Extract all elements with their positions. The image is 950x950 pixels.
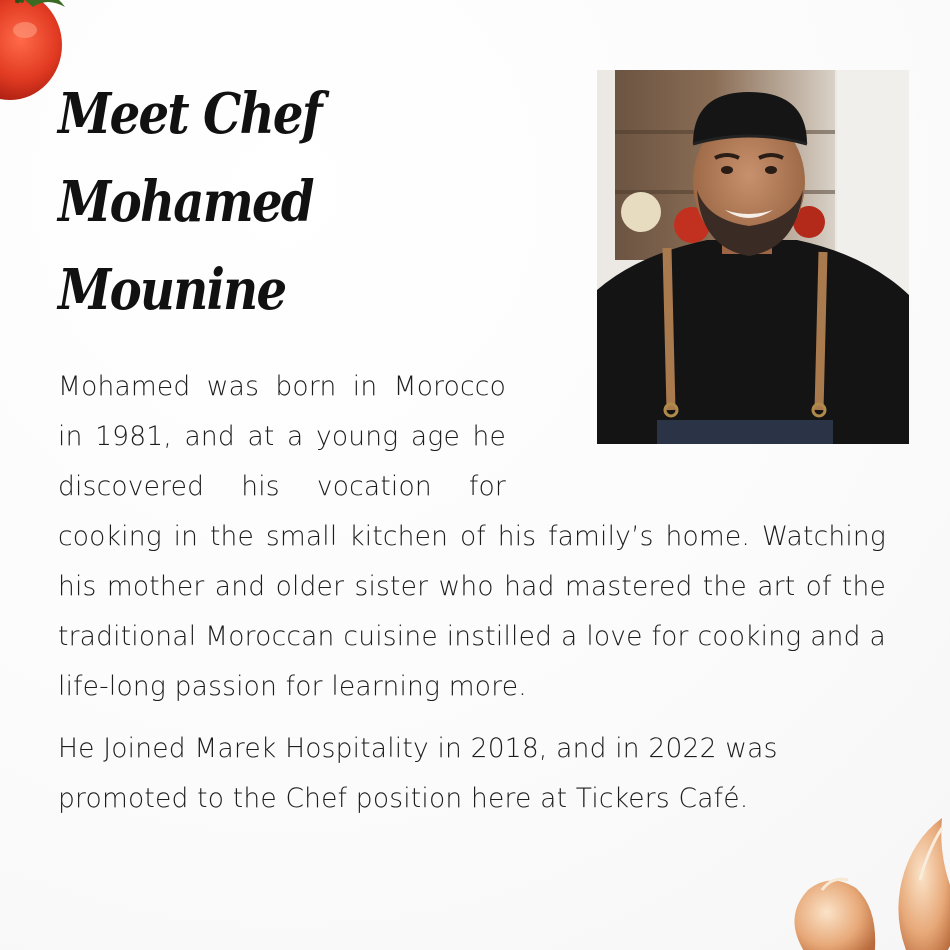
title-line-1: Meet Chef <box>58 81 321 147</box>
tomato-icon <box>0 0 65 105</box>
chef-bio <box>58 362 886 824</box>
bio-paragraph-1: Mohamed was born in Morocco in 1981, and at a young age he discovered his vocation for cooking in the small kitchen of his family’s home. Watching his mother and older sister who had mastered the art of the traditional Moroccan cuisine instilled a love for cooking and a life-long passion for learning more. <box>58 371 886 702</box>
page-title <box>58 70 342 334</box>
photo-wrap-spacer <box>506 362 886 512</box>
bio-paragraph-2: He Joined Marek Hospitality in 2018, and in 2022 was promoted to the Chef position here at Tickers Café. <box>58 733 778 814</box>
title-line-2: Mohamed <box>58 169 313 235</box>
title-line-3: Mounine <box>58 257 286 323</box>
garlic-icon <box>770 810 950 950</box>
